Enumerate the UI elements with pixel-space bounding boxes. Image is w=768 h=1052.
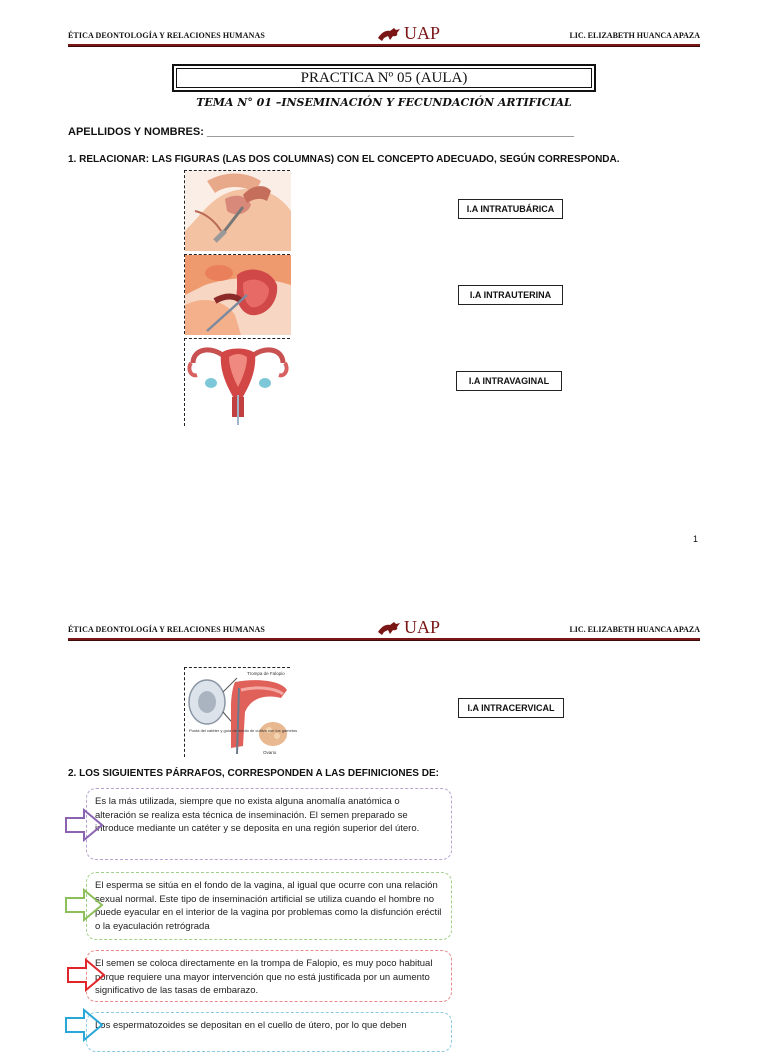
practice-title: PRACTICA Nº 05 (AULA) <box>176 68 592 88</box>
page-header-2 <box>68 616 700 638</box>
question-2: 2. LOS SIGUIENTES PÁRRAFOS, CORRESPONDEN A LAS DEFINICIONES DE: <box>68 768 439 779</box>
header-rule <box>68 638 700 641</box>
header-author: LIC. ELIZABETH HUANCA APAZA <box>569 31 700 40</box>
figure-intrauterine <box>184 254 290 334</box>
figure-intravaginal <box>184 170 290 250</box>
uap-logo <box>376 618 440 636</box>
fallopian-catheter-illustration <box>185 668 298 758</box>
green-arrow-icon <box>64 888 104 922</box>
horse-logo-icon <box>376 620 402 636</box>
uterus-catheter-illustration <box>185 255 291 335</box>
label-ovario: Ovario <box>263 750 277 755</box>
header-author: LIC. ELIZABETH HUANCA APAZA <box>569 625 700 634</box>
pelvis-catheter-illustration <box>185 171 291 251</box>
uterus-anatomy-illustration <box>185 339 291 427</box>
header-course: ÉTICA DEONTOLOGÍA Y RELACIONES HUMANAS <box>68 625 265 634</box>
header-rule <box>68 44 700 47</box>
topic-title: TEMA N° 01 –INSEMINACIÓN Y FECUNDACIÓN ARTIFICIAL <box>196 96 572 109</box>
header-course: ÉTICA DEONTOLOGÍA Y RELACIONES HUMANAS <box>68 31 265 40</box>
label-trompa: Trompa de Falopio <box>247 671 285 676</box>
page-number: 1 <box>693 534 699 544</box>
label-punta: Punta del catéter y guía de medio de cultivo con los gametos <box>189 728 298 733</box>
blue-arrow-icon <box>64 1008 104 1042</box>
figure-uterus-anatomy <box>184 338 290 426</box>
horse-logo-icon <box>376 26 402 42</box>
answer-box-1: I.A INTRATUBÁRICA <box>458 199 563 219</box>
name-field-label: APELLIDOS Y NOMBRES: ____________________________________________________________ <box>68 126 575 138</box>
logo-text: UAP <box>404 617 441 637</box>
purple-arrow-icon <box>64 808 104 842</box>
practice-title-box <box>172 64 596 92</box>
question-1: 1. RELACIONAR: LAS FIGURAS (LAS DOS COLUMNAS) CON EL CONCEPTO ADECUADO, SEGÚN CORRESPONDA. <box>68 154 620 165</box>
definition-paragraph-3: El semen se coloca directamente en la trompa de Falopio, es muy poco habitual porque requiere una mayor intervención que no está justificada por un aumento significativo de las tasas de embarazo. <box>86 950 452 1002</box>
page-header <box>68 22 700 44</box>
answer-box-2: I.A INTRAUTERINA <box>458 285 563 305</box>
answer-box-4: I.A INTRACERVICAL <box>458 698 564 718</box>
definition-paragraph-1: Es la más utilizada, siempre que no exista alguna anomalía anatómica o alteración se realiza esta técnica de inseminación. El semen preparado se introduce mediante un catéter y se deposita en una región superior del útero. <box>86 788 452 860</box>
red-arrow-icon <box>66 958 106 992</box>
uap-logo <box>376 24 440 42</box>
definition-paragraph-2: El esperma se sitúa en el fondo de la vagina, al igual que ocurre con una relación sexual normal. Este tipo de inseminación artificial se utiliza cuando el hombre no puede eyacular en el interior de la vagina por problemas como la disfunción eréctil o la eyaculación retrógrada <box>86 872 452 940</box>
logo-text: UAP <box>404 23 441 43</box>
figure-intratubaric <box>184 667 298 757</box>
definition-paragraph-4: Los espermatozoides se depositan en el cuello de útero, por lo que deben <box>86 1012 452 1052</box>
answer-box-3: I.A INTRAVAGINAL <box>456 371 562 391</box>
